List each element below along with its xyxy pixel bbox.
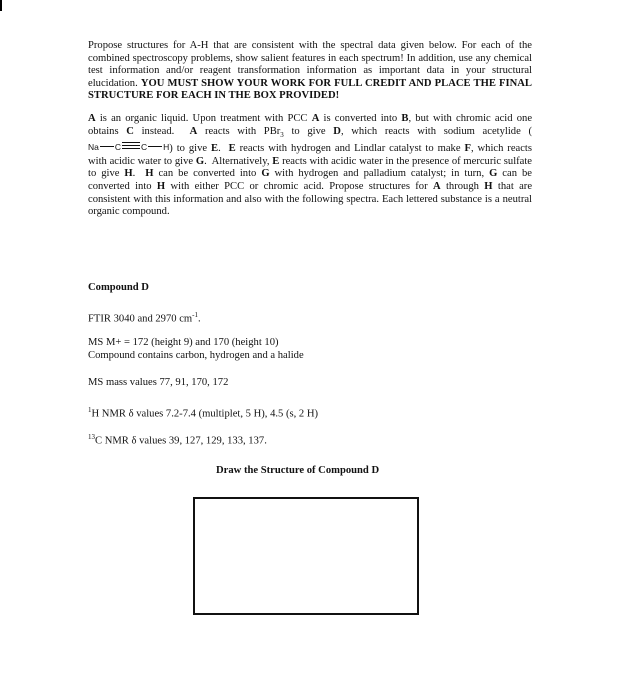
single-bond: [100, 146, 114, 147]
ftir-line: FTIR 3040 and 2970 $cm^{-1}$.: [88, 311, 201, 325]
triple-bond: [122, 142, 140, 149]
structure-answer-box[interactable]: [193, 497, 419, 615]
single-bond: [148, 146, 162, 147]
instructions-paragraph: [88, 40, 532, 103]
instructions-emphasis: YOU MUST SHOW YOUR WORK FOR FULL CREDIT AND PLACE THE FINAL STRUCTURE FOR EACH IN THE BOX PROVIDED!: [88, 77, 532, 102]
page-edge-mark: [0, 0, 2, 11]
document-page: [88, 40, 533, 476]
ms-molecular-ion: MS M+ = 172 (height 9) and 170 (height 10): [88, 337, 279, 348]
composition-line: Compound contains carbon, hydrogen and a halide: [88, 350, 304, 361]
draw-structure-title: Draw the Structure of Compound D: [216, 465, 380, 476]
instructions-lead: Propose structures for A-H that are consistent with the spectral data given below. For each of the combined spectroscopy problems, show salient features in each spectrum! In addition, use any chemical test information and/or reagent transformation information as important data in your structural elucidation.: [88, 40, 532, 89]
sodium-acetylide-structure: Na C C H: [88, 142, 170, 153]
c-nmr-line: $^{13}$C NMR δ values 39, 127, 129, 133, 137.: [88, 433, 267, 447]
problem-paragraph: A is an organic liquid. Upon treatment with PCC A is converted into B, but with chromic acid one obtains C instead. A reacts with PBr$_3$ to give D, which reacts with sodium acetylide (Na C C H) to give E. E reacts with hydrogen and Lindlar catalyst to make F, which reacts with acidic water to give G. Alternatively, E reacts with acidic water in the presence of mercuric sulfate to give H. H can be converted into G with hydrogen and palladium catalyst; in turn, G can be converted into H with either PCC or chromic acid. Propose structures for A through H that are consistent with this information and also with the following spectra. Each lettered substance is a neutral organic compound.: [88, 112, 533, 218]
compound-title: Compound D: [88, 282, 149, 293]
ms-mass-values: MS mass values 77, 91, 170, 172: [88, 377, 229, 388]
h-nmr-line: $^1$H NMR δ values 7.2-7.4 (multiplet, 5 H), 4.5 (s, 2 H): [88, 406, 319, 420]
